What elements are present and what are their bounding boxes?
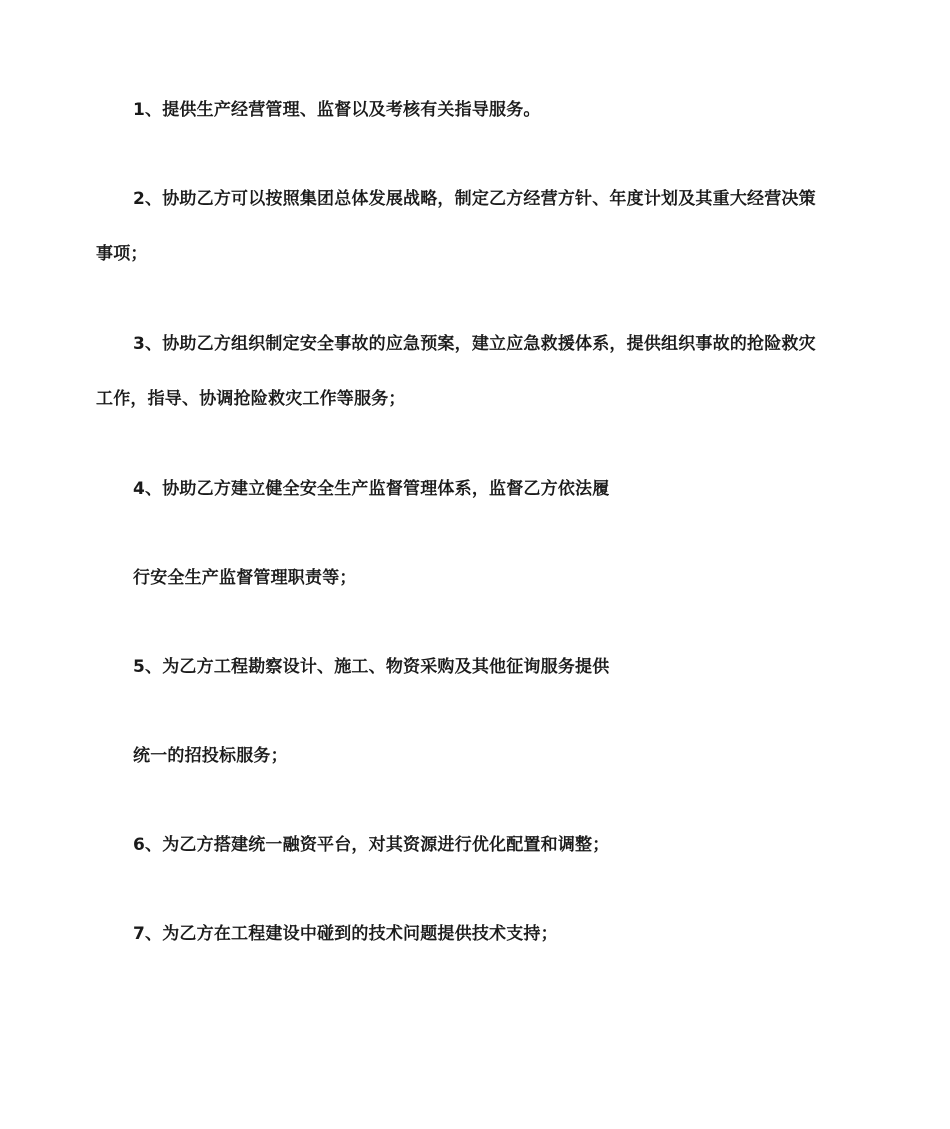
paragraph-2-line-2: 事项； — [96, 244, 148, 264]
paragraph-5-line-2: 统一的招投标服务； — [133, 746, 288, 766]
paragraph-4-line-2: 行安全生产监督管理职责等； — [133, 568, 357, 588]
paragraph-6-line-1: 6、为乙方搭建统一融资平台，对其资源进行优化配置和调整； — [133, 835, 610, 855]
paragraph-2-line-1: 2、协助乙方可以按照集团总体发展战略，制定乙方经营方针、年度计划及其重大经营决策 — [133, 189, 816, 209]
paragraph-1-line-1: 1、提供生产经营管理、监督以及考核有关指导服务。 — [133, 100, 541, 120]
paragraph-3-line-1: 3、协助乙方组织制定安全事故的应急预案，建立应急救援体系，提供组织事故的抢险救灾 — [133, 334, 816, 354]
paragraph-3-line-2: 工作，指导、协调抢险救灾工作等服务； — [96, 389, 406, 409]
paragraph-4-line-1: 4、协助乙方建立健全安全生产监督管理体系，监督乙方依法履 — [133, 479, 610, 499]
paragraph-7-line-1: 7、为乙方在工程建设中碰到的技术问题提供技术支持； — [133, 924, 558, 944]
paragraph-5-line-1: 5、为乙方工程勘察设计、施工、物资采购及其他征询服务提供 — [133, 657, 610, 677]
